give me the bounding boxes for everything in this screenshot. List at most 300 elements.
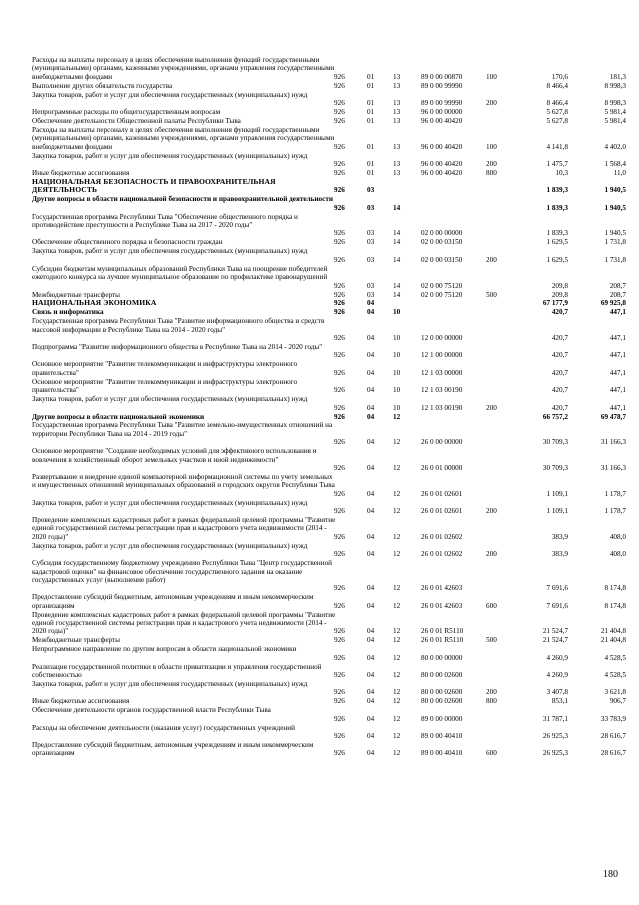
- row-target-article: 26 0 01 02602: [421, 532, 463, 541]
- row-ved-code: 926: [334, 81, 345, 90]
- row-expense-type: 200: [486, 99, 497, 108]
- row-ved-code: 926: [334, 169, 345, 178]
- row-expense-type: 200: [486, 403, 497, 412]
- row-target-article: 02 0 00 75120: [421, 290, 463, 299]
- row-amount-year1: 31 787,1: [542, 714, 568, 723]
- table-row: [0, 317, 639, 342]
- row-amount-year1: 4 260,9: [546, 653, 568, 662]
- row-amount-year2: 31 166,3: [600, 438, 626, 447]
- table-row: [0, 117, 639, 125]
- row-amount-year1: 21 524,7: [542, 636, 568, 645]
- row-name: Выполнение других обязательств государства: [32, 81, 173, 90]
- row-name: Непрограммное направление по другим вопросам в области национальной экономики: [32, 645, 297, 654]
- row-section-code: 04: [367, 299, 375, 308]
- table-row: [0, 421, 639, 446]
- row-target-article: 26 0 01 00000: [421, 463, 463, 472]
- row-section-code: 04: [367, 550, 375, 559]
- table-row: [0, 697, 639, 705]
- row-target-article: 96 0 00 40420: [421, 117, 463, 125]
- row-amount-year2: 447,1: [609, 403, 626, 412]
- row-target-article: 96 0 00 40420: [421, 160, 463, 169]
- row-ved-code: 926: [334, 636, 345, 645]
- table-row: [0, 195, 639, 212]
- table-row: [0, 636, 639, 644]
- row-amount-year2: 21 404,8: [600, 627, 626, 636]
- row-target-article: 26 0 01 R5110: [421, 627, 464, 636]
- row-amount-year2: 1 178,7: [604, 507, 626, 516]
- row-amount-year1: 420,7: [551, 368, 568, 377]
- row-subsection-code: 13: [393, 72, 401, 81]
- row-amount-year1: 1 839,3: [546, 186, 568, 195]
- row-target-article: 26 0 00 00000: [421, 438, 463, 447]
- row-amount-year1: 5 627,8: [546, 108, 568, 117]
- table-row: [0, 447, 639, 472]
- row-amount-year2: 3 621,8: [604, 688, 626, 697]
- row-amount-year2: 447,1: [609, 351, 626, 360]
- row-name: Закупка товаров, работ и услуг для обеспечения государственных (муниципальных) нужд: [32, 680, 308, 689]
- row-subsection-code: 12: [393, 463, 401, 472]
- row-name: НАЦИОНАЛЬНАЯ ЭКОНОМИКА: [32, 298, 157, 308]
- table-row: [0, 238, 639, 246]
- table-row: [0, 645, 639, 662]
- row-subsection-code: 13: [393, 108, 401, 117]
- row-name: Расходы на обеспечение деятельности (оказания услуг) государственных учреждений: [32, 723, 295, 732]
- row-amount-year2: 28 616,7: [600, 732, 626, 741]
- row-amount-year1: 1 109,1: [546, 507, 568, 516]
- row-amount-year1: 209,8: [551, 290, 568, 299]
- row-ved-code: 926: [334, 601, 345, 610]
- row-name: Подпрограмма "Развитие информационного общества в Республике Тыва на 2014 - 2020 годы": [32, 343, 323, 352]
- row-subsection-code: 10: [393, 351, 401, 360]
- row-name: Иные бюджетные ассигнования: [32, 697, 130, 706]
- row-name: Связь и информатика: [32, 308, 104, 317]
- row-subsection-code: 13: [393, 142, 401, 151]
- row-amount-year2: 4 528,5: [604, 653, 626, 662]
- row-target-article: 96 0 00 40420: [421, 169, 463, 178]
- row-expense-type: 600: [486, 749, 497, 758]
- row-subsection-code: 12: [393, 627, 401, 636]
- row-ved-code: 926: [334, 463, 345, 472]
- table-row: [0, 82, 639, 90]
- table-row: [0, 611, 639, 636]
- row-expense-type: 600: [486, 601, 497, 610]
- row-section-code: 03: [367, 281, 375, 290]
- row-amount-year2: 208,7: [609, 290, 626, 299]
- row-amount-year2: 1 940,5: [604, 186, 626, 195]
- row-amount-year1: 30 709,3: [542, 438, 568, 447]
- row-subsection-code: 12: [393, 412, 401, 421]
- row-amount-year2: 1 731,8: [604, 255, 626, 264]
- table-row: [0, 516, 639, 541]
- row-ved-code: 926: [334, 688, 345, 697]
- row-expense-type: 800: [486, 169, 497, 178]
- row-name: Закупка товаров, работ и услуг для обеспечения государственных (муниципальных) нужд: [32, 247, 308, 256]
- row-name: Субсидии бюджетам муниципальных образований Республики Тыва на поощрение победителей ежегодного конкурса на лучшее муниципальное образование по профилактике правонарушений: [32, 264, 328, 282]
- row-name: Непрограммные расходы по общегосударственным вопросам: [32, 108, 221, 117]
- page-number: 180: [603, 869, 618, 880]
- row-ved-code: 926: [334, 238, 345, 247]
- row-name: Закупка товаров, работ и услуг для обеспечения государственных (муниципальных) нужд: [32, 151, 308, 160]
- row-ved-code: 926: [334, 732, 345, 741]
- table-row: [0, 213, 639, 238]
- row-ved-code: 926: [334, 489, 345, 498]
- row-name: Реализация государственной политики в области приватизации и управления государственной собственностью: [32, 662, 322, 680]
- row-target-article: 02 0 00 00000: [421, 229, 463, 238]
- row-target-article: 12 1 03 00000: [421, 368, 463, 377]
- row-name: Субсидия государственному бюджетному учреждению Республики Тыва "Центр государственной кадастровой оценки" на финансовое обеспечение государственного задания на оказание государственных услуг (выполнение работ): [32, 559, 333, 584]
- row-amount-year1: 66 757,2: [542, 412, 568, 421]
- row-name: Основное мероприятие "Развитие телекоммуникации и инфраструктуры электронного правительства": [32, 360, 298, 377]
- row-subsection-code: 14: [393, 203, 401, 212]
- row-subsection-code: 10: [393, 308, 401, 317]
- row-subsection-code: 13: [393, 99, 401, 108]
- row-subsection-code: 10: [393, 386, 401, 395]
- row-amount-year1: 420,7: [551, 351, 568, 360]
- row-ved-code: 926: [334, 438, 345, 447]
- row-amount-year2: 408,0: [609, 532, 626, 541]
- table-row: [0, 247, 639, 264]
- row-amount-year2: 447,1: [609, 334, 626, 343]
- row-ved-code: 926: [334, 386, 345, 395]
- row-target-article: 80 0 00 02600: [421, 697, 463, 706]
- row-target-article: 26 0 01 42603: [421, 584, 463, 593]
- row-section-code: 04: [367, 584, 375, 593]
- row-ved-code: 926: [334, 108, 345, 117]
- row-section-code: 04: [367, 351, 375, 360]
- row-amount-year1: 853,1: [551, 697, 568, 706]
- row-amount-year2: 8 998,3: [604, 99, 626, 108]
- table-row: [0, 706, 639, 723]
- row-subsection-code: 12: [393, 438, 401, 447]
- row-name: Расходы на выплаты персоналу в целях обеспечения выполнения функций государственными (муниципальными) органами, казенными учреждениями, органами управления государственными внебюджетными фондами: [32, 56, 335, 81]
- row-name: Межбюджетные трансферты: [32, 290, 120, 299]
- row-target-article: 26 0 01 02602: [421, 550, 463, 559]
- row-target-article: 89 0 00 40410: [421, 749, 463, 758]
- row-target-article: 02 0 00 03150: [421, 255, 463, 264]
- row-amount-year2: 11,0: [613, 169, 626, 178]
- row-amount-year1: 383,9: [551, 532, 568, 541]
- row-section-code: 01: [367, 72, 375, 81]
- row-section-code: 03: [367, 290, 375, 299]
- row-target-article: 80 0 00 02600: [421, 688, 463, 697]
- row-amount-year1: 420,7: [551, 386, 568, 395]
- row-target-article: 89 0 00 99990: [421, 99, 463, 108]
- row-section-code: 04: [367, 653, 375, 662]
- row-subsection-code: 14: [393, 229, 401, 238]
- row-ved-code: 926: [334, 255, 345, 264]
- row-section-code: 04: [367, 532, 375, 541]
- table-row: [0, 378, 639, 395]
- row-amount-year2: 181,3: [609, 72, 626, 81]
- row-subsection-code: 10: [393, 334, 401, 343]
- row-amount-year2: 69 925,8: [600, 299, 626, 308]
- table-row: [0, 178, 639, 195]
- row-amount-year1: 420,7: [551, 403, 568, 412]
- row-subsection-code: 14: [393, 290, 401, 299]
- table-row: [0, 308, 639, 316]
- row-target-article: 26 0 01 42603: [421, 601, 463, 610]
- row-name: Расходы на выплаты персоналу в целях обеспечения выполнения функций государственными (муниципальными) органами, казенными учреждениями, органами управления государственными внебюджетными фондами: [32, 125, 335, 151]
- row-name: Закупка товаров, работ и услуг для обеспечения государственных (муниципальных) нужд: [32, 90, 308, 99]
- row-expense-type: 200: [486, 255, 497, 264]
- row-ved-code: 926: [334, 290, 345, 299]
- row-expense-type: 800: [486, 697, 497, 706]
- table-row: [0, 395, 639, 412]
- row-ved-code: 926: [334, 550, 345, 559]
- row-ved-code: 926: [334, 403, 345, 412]
- row-section-code: 01: [367, 81, 375, 90]
- row-amount-year2: 8 174,8: [604, 584, 626, 593]
- row-subsection-code: 13: [393, 117, 401, 125]
- row-name: Обеспечение деятельности Общественной палаты Республики Тыва: [32, 117, 241, 125]
- row-ved-code: 926: [334, 351, 345, 360]
- row-name: Обеспечение деятельности органов государственной власти Республики Тыва: [32, 706, 271, 715]
- row-target-article: 89 0 00 00870: [421, 72, 463, 81]
- row-section-code: 04: [367, 403, 375, 412]
- row-amount-year2: 208,7: [609, 281, 626, 290]
- row-target-article: 02 0 00 03150: [421, 238, 463, 247]
- table-row: [0, 265, 639, 290]
- table-row: [0, 741, 639, 758]
- row-target-article: 89 0 00 40410: [421, 732, 463, 741]
- row-section-code: 04: [367, 438, 375, 447]
- row-name: Государственная программа Республики Тыва "Обеспечение общественного порядка и противодействие преступности в Республике Тыва на 2017 - 2020 годы": [32, 212, 298, 230]
- row-target-article: 89 0 00 00000: [421, 714, 463, 723]
- row-amount-year1: 170,6: [551, 72, 568, 81]
- row-ved-code: 926: [334, 160, 345, 169]
- row-amount-year1: 8 466,4: [546, 99, 568, 108]
- row-name: Закупка товаров, работ и услуг для обеспечения государственных (муниципальных) нужд: [32, 498, 308, 507]
- table-row: [0, 542, 639, 559]
- row-amount-year2: 1 178,7: [604, 489, 626, 498]
- row-amount-year1: 26 925,3: [542, 749, 568, 758]
- row-ved-code: 926: [334, 412, 345, 421]
- row-subsection-code: 10: [393, 403, 401, 412]
- row-section-code: 01: [367, 108, 375, 117]
- row-subsection-code: 12: [393, 653, 401, 662]
- row-subsection-code: 12: [393, 671, 401, 680]
- row-amount-year1: 1 475,7: [546, 160, 568, 169]
- row-target-article: 89 0 00 99990: [421, 81, 463, 90]
- row-target-article: 80 0 00 02600: [421, 671, 463, 680]
- row-amount-year2: 1 731,8: [604, 238, 626, 247]
- row-ved-code: 926: [334, 281, 345, 290]
- row-ved-code: 926: [334, 584, 345, 593]
- row-subsection-code: 10: [393, 368, 401, 377]
- row-section-code: 01: [367, 160, 375, 169]
- row-subsection-code: 14: [393, 281, 401, 290]
- row-amount-year2: 1 940,5: [604, 229, 626, 238]
- row-ved-code: 926: [334, 142, 345, 151]
- row-section-code: 04: [367, 749, 375, 758]
- table-row: [0, 559, 639, 593]
- row-section-code: 04: [367, 308, 375, 317]
- row-name: Проведение комплексных кадастровых работ в рамках федеральной целевой программы "Развитие единой государственной системы регистрации прав и кадастрового учета недвижимости (2014 - 2020 годы)": [32, 516, 336, 541]
- row-ved-code: 926: [334, 229, 345, 238]
- table-row: [0, 593, 639, 610]
- row-name: Предоставление субсидий бюджетным, автономным учреждениям и иным некоммерческим организациям: [32, 741, 314, 758]
- row-name: НАЦИОНАЛЬНАЯ БЕЗОПАСНОСТЬ И ПРАВООХРАНИТЕЛЬНАЯ ДЕЯТЕЛЬНОСТЬ: [32, 177, 276, 195]
- row-section-code: 04: [367, 489, 375, 498]
- row-section-code: 03: [367, 238, 375, 247]
- row-amount-year1: 10,3: [555, 169, 568, 178]
- row-name: Проведение комплексных кадастровых работ в рамках федеральной целевой программы "Развитие единой государственной системы регистрации прав и кадастрового учета недвижимости (2014 - 2020 годы)": [32, 610, 336, 636]
- row-amount-year1: 4 260,9: [546, 671, 568, 680]
- row-ved-code: 926: [334, 714, 345, 723]
- row-amount-year1: 1 839,3: [546, 203, 568, 212]
- row-name: Основное мероприятие "Создание необходимых условий для эффективного использования и вовлечения в хозяйственный оборот земельных участков и иной недвижимости": [32, 447, 317, 464]
- row-target-article: 12 1 03 00190: [421, 403, 463, 412]
- row-amount-year1: 3 407,8: [546, 688, 568, 697]
- row-ved-code: 926: [334, 627, 345, 636]
- row-name: Развертывание и внедрение единой компьютерной информационной системы по учету земельных и имущественных отношений муниципальных образований и городских округов Республики Тыва: [32, 472, 335, 490]
- row-subsection-code: 12: [393, 688, 401, 697]
- row-target-article: 26 0 01 02601: [421, 507, 463, 516]
- row-expense-type: 200: [486, 688, 497, 697]
- row-subsection-code: 13: [393, 169, 401, 178]
- row-expense-type: 200: [486, 160, 497, 169]
- row-section-code: 04: [367, 463, 375, 472]
- row-section-code: 04: [367, 386, 375, 395]
- table-row: [0, 724, 639, 741]
- row-section-code: 04: [367, 412, 375, 421]
- table-row: [0, 126, 639, 151]
- row-amount-year2: 408,0: [609, 550, 626, 559]
- row-amount-year1: 67 177,9: [542, 299, 568, 308]
- row-amount-year2: 906,7: [609, 697, 626, 706]
- row-amount-year2: 69 478,7: [600, 412, 626, 421]
- row-subsection-code: 12: [393, 532, 401, 541]
- table-row: [0, 499, 639, 516]
- row-subsection-code: 12: [393, 714, 401, 723]
- row-section-code: 03: [367, 255, 375, 264]
- row-amount-year1: 1 629,5: [546, 255, 568, 264]
- table-row: [0, 56, 639, 81]
- row-target-article: 12 1 03 00190: [421, 386, 463, 395]
- table-row: [0, 473, 639, 498]
- row-ved-code: 926: [334, 697, 345, 706]
- row-amount-year2: 28 616,7: [600, 749, 626, 758]
- row-section-code: 04: [367, 732, 375, 741]
- row-expense-type: 500: [486, 636, 497, 645]
- row-amount-year2: 447,1: [609, 308, 626, 317]
- row-amount-year1: 5 627,8: [546, 117, 568, 125]
- row-amount-year1: 7 691,6: [546, 601, 568, 610]
- row-name: Обеспечение общественного порядка и безопасности граждан: [32, 238, 223, 247]
- row-amount-year2: 1 940,5: [604, 203, 626, 212]
- row-amount-year2: 447,1: [609, 368, 626, 377]
- row-expense-type: 200: [486, 507, 497, 516]
- row-section-code: 04: [367, 507, 375, 516]
- row-amount-year2: 5 981,4: [604, 117, 626, 125]
- row-amount-year2: 4 528,5: [604, 671, 626, 680]
- row-ved-code: 926: [334, 368, 345, 377]
- row-section-code: 04: [367, 636, 375, 645]
- row-name: Другие вопросы в области национальной безопасности и правоохранительной деятельности: [32, 195, 333, 204]
- row-amount-year2: 447,1: [609, 386, 626, 395]
- row-amount-year1: 8 466,4: [546, 81, 568, 90]
- row-amount-year1: 1 629,5: [546, 238, 568, 247]
- row-target-article: 80 0 00 00000: [421, 653, 463, 662]
- row-name: Основное мероприятие "Развитие телекоммуникации и инфраструктуры электронного правительства": [32, 377, 298, 395]
- row-section-code: 03: [367, 229, 375, 238]
- row-target-article: 12 1 00 00000: [421, 351, 463, 360]
- row-ved-code: 926: [334, 532, 345, 541]
- row-subsection-code: 13: [393, 81, 401, 90]
- table-row: [0, 299, 639, 307]
- table-row: [0, 413, 639, 421]
- row-ved-code: 926: [334, 308, 345, 317]
- row-section-code: 04: [367, 671, 375, 680]
- row-amount-year1: 1 839,3: [546, 229, 568, 238]
- row-subsection-code: 12: [393, 550, 401, 559]
- row-amount-year2: 8 998,3: [604, 81, 626, 90]
- row-amount-year1: 209,8: [551, 281, 568, 290]
- table-row: [0, 91, 639, 108]
- row-amount-year2: 31 166,3: [600, 463, 626, 472]
- row-amount-year2: 5 981,4: [604, 108, 626, 117]
- row-subsection-code: 12: [393, 636, 401, 645]
- row-expense-type: 100: [486, 72, 497, 81]
- row-amount-year1: 420,7: [551, 308, 568, 317]
- row-expense-type: 100: [486, 142, 497, 151]
- row-name: Закупка товаров, работ и услуг для обеспечения государственных (муниципальных) нужд: [32, 541, 308, 550]
- row-amount-year2: 4 402,0: [604, 142, 626, 151]
- table-row: [0, 343, 639, 360]
- row-subsection-code: 14: [393, 238, 401, 247]
- row-name: Другие вопросы в области национальной экономики: [32, 412, 205, 421]
- row-name: Предоставление субсидий бюджетным, автономным учреждениям и иным некоммерческим организациям: [32, 593, 314, 610]
- row-ved-code: 926: [334, 299, 345, 308]
- row-ved-code: 926: [334, 749, 345, 758]
- row-section-code: 04: [367, 601, 375, 610]
- row-section-code: 04: [367, 334, 375, 343]
- row-subsection-code: 12: [393, 749, 401, 758]
- row-ved-code: 926: [334, 99, 345, 108]
- row-subsection-code: 12: [393, 732, 401, 741]
- row-ved-code: 926: [334, 203, 345, 212]
- row-expense-type: 500: [486, 290, 497, 299]
- row-ved-code: 926: [334, 507, 345, 516]
- row-target-article: 12 0 00 00000: [421, 334, 463, 343]
- row-ved-code: 926: [334, 653, 345, 662]
- row-name: Государственная программа Республики Тыва "Развитие информационного общества и средств массовой информации в Республике Тыва на 2014 - 2020 годы": [32, 317, 325, 334]
- row-expense-type: 200: [486, 550, 497, 559]
- row-target-article: 96 0 00 40420: [421, 142, 463, 151]
- row-ved-code: 926: [334, 334, 345, 343]
- row-subsection-code: 14: [393, 255, 401, 264]
- row-section-code: 01: [367, 99, 375, 108]
- row-name: Иные бюджетные ассигнования: [32, 169, 130, 178]
- row-section-code: 01: [367, 117, 375, 125]
- table-row: [0, 680, 639, 697]
- row-section-code: 03: [367, 203, 375, 212]
- table-row: [0, 108, 639, 116]
- row-amount-year1: 383,9: [551, 550, 568, 559]
- row-target-article: 26 0 01 R5110: [421, 636, 464, 645]
- row-section-code: 01: [367, 142, 375, 151]
- row-subsection-code: 12: [393, 584, 401, 593]
- row-amount-year1: 1 109,1: [546, 489, 568, 498]
- table-row: [0, 152, 639, 169]
- row-amount-year1: 26 925,3: [542, 732, 568, 741]
- row-name: Закупка товаров, работ и услуг для обеспечения государственных (муниципальных) нужд: [32, 395, 308, 404]
- row-amount-year2: 1 568,4: [604, 160, 626, 169]
- row-amount-year1: 7 691,6: [546, 584, 568, 593]
- table-row: [0, 360, 639, 377]
- row-amount-year2: 21 404,8: [600, 636, 626, 645]
- row-ved-code: 926: [334, 671, 345, 680]
